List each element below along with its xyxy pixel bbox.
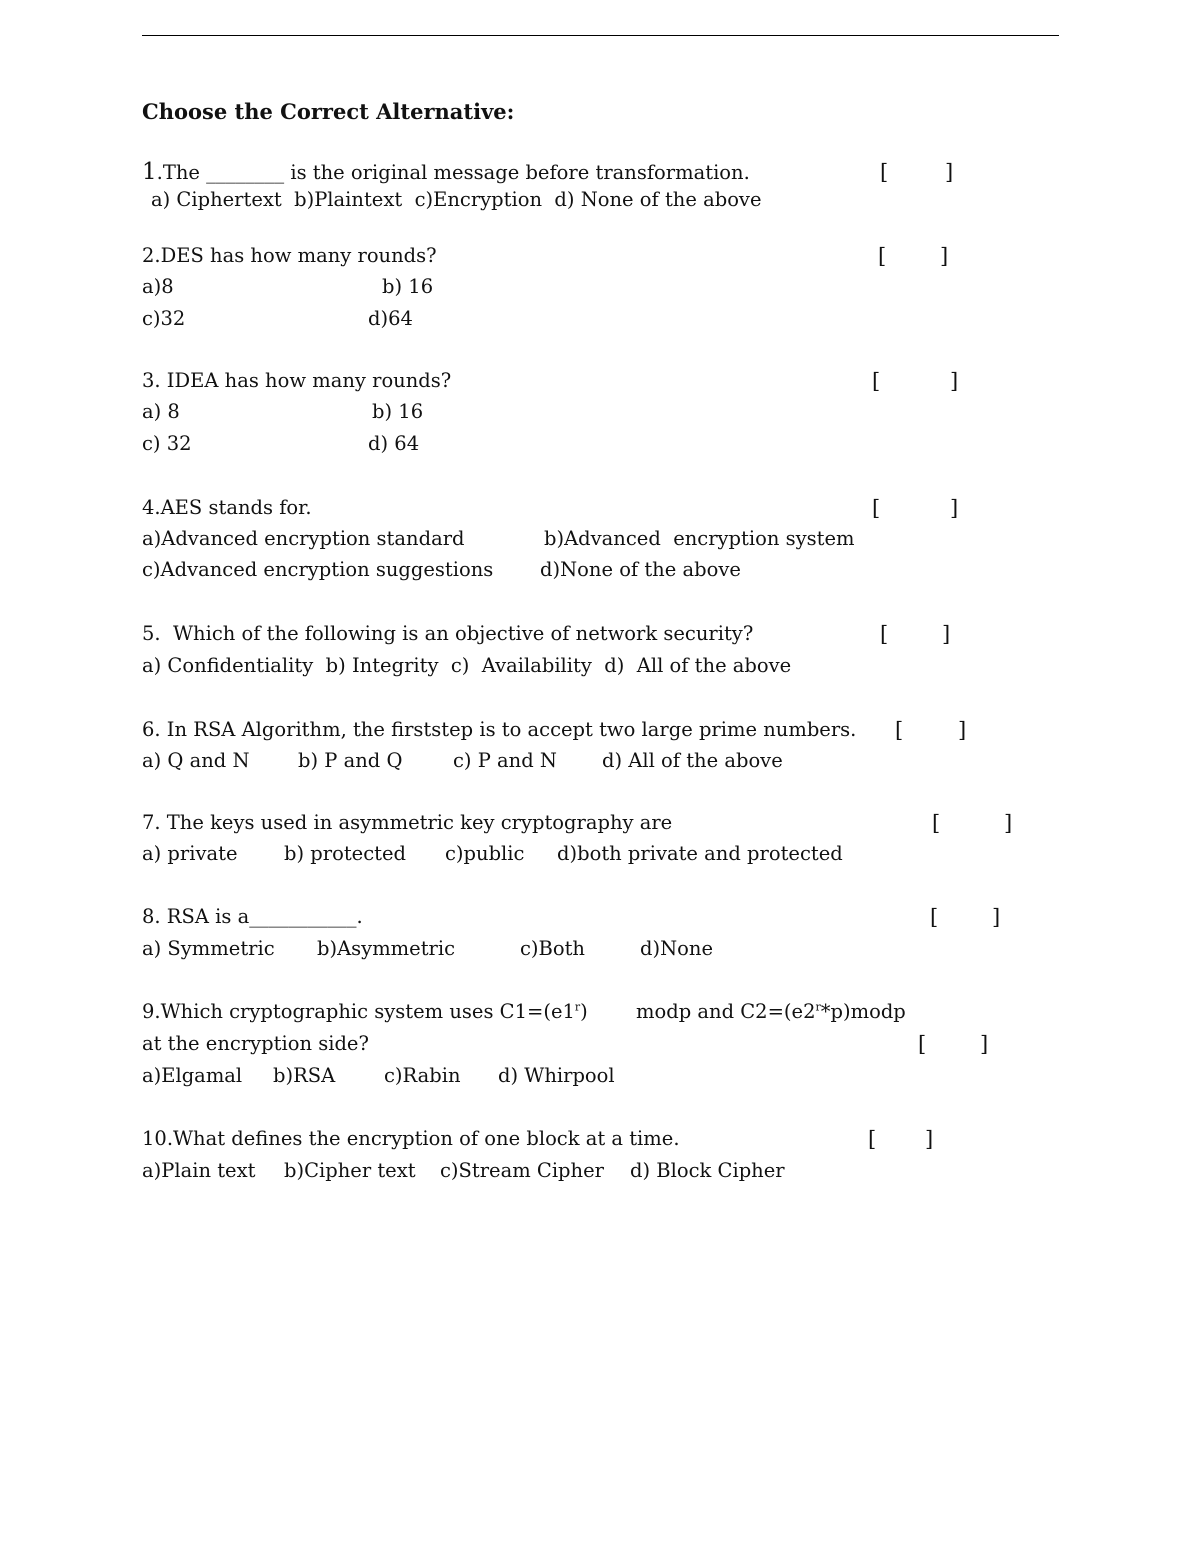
option-a: a) 8 xyxy=(142,400,180,423)
option-a: a)Advanced encryption standard xyxy=(142,527,465,550)
answer-bracket-open: [ xyxy=(880,160,889,184)
answer-bracket-close: ] xyxy=(1004,811,1013,835)
question-9-formula xyxy=(636,1000,906,1024)
answer-bracket-close: ] xyxy=(950,496,959,520)
question-1-options: a) Ciphertext b)Plaintext c)Encryption d) None of the above xyxy=(151,188,762,211)
question-9-text xyxy=(142,1000,588,1024)
answer-bracket-open: [ xyxy=(872,369,881,393)
answer-bracket-close: ] xyxy=(942,622,951,646)
option-a: a) Q and N xyxy=(142,749,250,772)
answer-bracket-open: [ xyxy=(878,244,887,268)
option-a: a) private xyxy=(142,842,238,865)
option-d: d) Whirpool xyxy=(498,1064,615,1087)
page-heading: Choose the Correct Alternative: xyxy=(142,99,515,124)
question-6-text: 6. In RSA Algorithm, the firststep is to accept two large prime numbers. xyxy=(142,718,857,741)
option-b: b)RSA xyxy=(273,1064,336,1087)
option-c: c) 32 xyxy=(142,432,192,455)
question-1-number: 1 xyxy=(142,159,157,185)
option-b: b) protected xyxy=(284,842,406,865)
option-c: c)Stream Cipher xyxy=(440,1159,604,1182)
answer-bracket-open: [ xyxy=(932,811,941,835)
answer-bracket-close: ] xyxy=(950,369,959,393)
option-d: d)both private and protected xyxy=(557,842,843,865)
question-2-text: 2.DES has how many rounds? xyxy=(142,244,437,267)
option-d: d)64 xyxy=(368,307,413,330)
option-b: b) 16 xyxy=(382,275,434,298)
option-c: c)Rabin xyxy=(384,1064,461,1087)
answer-bracket-close: ] xyxy=(992,905,1001,929)
question-5-text: 5. Which of the following is an objective of network security? xyxy=(142,622,754,645)
question-4-text: 4.AES stands for. xyxy=(142,496,312,519)
top-rule xyxy=(142,35,1059,36)
option-b: b)Cipher text xyxy=(284,1159,416,1182)
answer-bracket-open: [ xyxy=(918,1032,927,1056)
question-10-text: 10.What defines the encryption of one block at a time. xyxy=(142,1127,680,1150)
question-3-text: 3. IDEA has how many rounds? xyxy=(142,369,452,392)
question-7-text: 7. The keys used in asymmetric key cryptography are xyxy=(142,811,673,834)
question-9-part4: *p)modp xyxy=(820,1000,906,1023)
answer-bracket-close: ] xyxy=(945,160,954,184)
option-b: b)Advanced encryption system xyxy=(544,527,855,550)
question-1-text: .The ________ is the original message before transformation. xyxy=(156,161,750,184)
option-c: c)public xyxy=(445,842,525,865)
answer-bracket-open: [ xyxy=(872,496,881,520)
option-c: c) P and N xyxy=(453,749,557,772)
option-a: a)Elgamal xyxy=(142,1064,243,1087)
answer-bracket-close: ] xyxy=(958,718,967,742)
question-9-part2: ) xyxy=(580,1000,588,1023)
answer-bracket-close: ] xyxy=(980,1032,989,1056)
answer-bracket-open: [ xyxy=(930,905,939,929)
question-1 xyxy=(142,160,750,185)
option-c: c)Advanced encryption suggestions xyxy=(142,558,494,581)
answer-bracket-open: [ xyxy=(895,718,904,742)
option-c: c)32 xyxy=(142,307,186,330)
superscript-r: r xyxy=(815,1000,821,1014)
option-c: c)Both xyxy=(520,937,585,960)
answer-bracket-close: ] xyxy=(940,244,949,268)
question-9-part3: modp and C2=(e2 xyxy=(636,1000,816,1023)
option-b: b) P and Q xyxy=(298,749,403,772)
question-9-line2: at the encryption side? xyxy=(142,1032,369,1055)
answer-bracket-close: ] xyxy=(925,1127,934,1151)
option-d: d) Block Cipher xyxy=(630,1159,785,1182)
option-a: a)Plain text xyxy=(142,1159,256,1182)
superscript-r: r xyxy=(574,1000,581,1014)
option-b: b) 16 xyxy=(372,400,424,423)
option-d: d) 64 xyxy=(368,432,420,455)
question-5-options: a) Confidentiality b) Integrity c) Availability d) All of the above xyxy=(142,654,792,677)
option-a: a) Symmetric xyxy=(142,937,275,960)
option-d: d)None xyxy=(640,937,713,960)
question-9-part1: 9.Which cryptographic system uses C1=(e1 xyxy=(142,1000,575,1023)
option-b: b)Asymmetric xyxy=(317,937,456,960)
option-a: a)8 xyxy=(142,275,174,298)
option-d: d) All of the above xyxy=(602,749,783,772)
option-d: d)None of the above xyxy=(540,558,741,581)
answer-bracket-open: [ xyxy=(880,622,889,646)
question-8-text: 8. RSA is a___________. xyxy=(142,905,363,928)
answer-bracket-open: [ xyxy=(868,1127,877,1151)
